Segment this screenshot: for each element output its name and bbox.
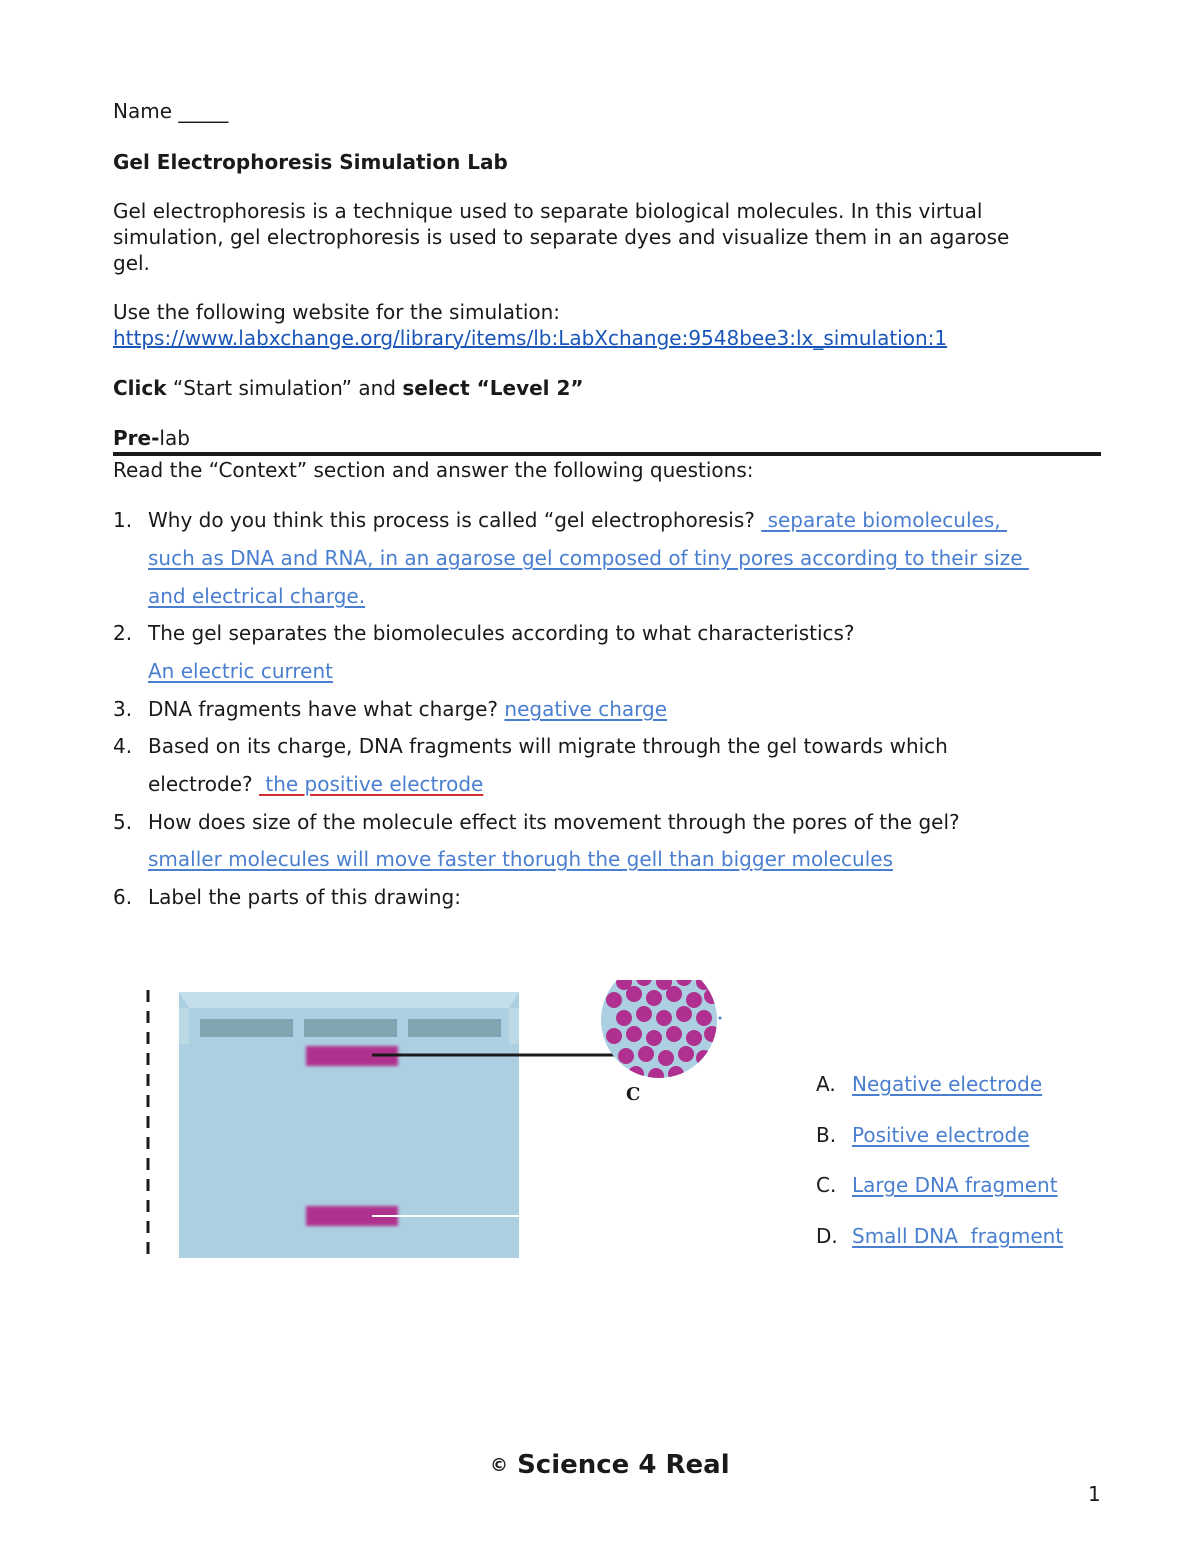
website-label: Use the following website for the simulation: — [113, 300, 561, 324]
question-1 — [148, 508, 1007, 532]
question-number: 2. — [113, 621, 133, 645]
gel-side-edge — [509, 1008, 519, 1044]
gel-well — [408, 1019, 501, 1037]
question-number: 5. — [113, 810, 133, 834]
intro-line-2: simulation, gel electrophoresis is used to separate dyes and visualize them in an agarose — [113, 225, 1010, 249]
question-3 — [148, 697, 667, 721]
question-number: 1. — [113, 508, 133, 532]
question-text: Why do you think this process is called “gel electrophoresis? — [148, 508, 755, 532]
gel-diagram-svg — [140, 980, 740, 1270]
question-text: The gel separates the biomolecules according to what characteristics? — [148, 621, 855, 645]
question-text: How does size of the molecule effect its movement through the pores of the gel? — [148, 810, 960, 834]
answer-field[interactable]: and electrical charge. — [148, 584, 366, 608]
gel-side-edge — [179, 1008, 189, 1044]
page-title: Gel Electrophoresis Simulation Lab — [113, 150, 508, 174]
prelab-heading — [113, 426, 190, 450]
question-number: 6. — [113, 885, 133, 909]
instruction-click: Click — [113, 376, 167, 400]
answer-field[interactable]: the positive electrode — [259, 772, 484, 796]
brand-name: Science 4 Real — [517, 1450, 730, 1480]
gel-well — [200, 1019, 293, 1037]
question-number: 3. — [113, 697, 133, 721]
answer-field[interactable]: smaller molecules will move faster thorugh the gell than bigger molecules — [148, 847, 893, 871]
label-letter: D. — [816, 1224, 838, 1248]
instruction-line — [113, 376, 584, 400]
instruction-start: “Start simulation” and — [166, 376, 403, 400]
label-answer-b[interactable]: Positive electrode — [852, 1123, 1030, 1147]
intro-line-3: gel. — [113, 251, 150, 275]
label-answer-c[interactable]: Large DNA fragment — [852, 1173, 1058, 1197]
callout-label-c: C — [626, 1084, 641, 1105]
name-label: Name — [113, 99, 173, 123]
question-text: Based on its charge, DNA fragments will migrate through the gel towards which — [148, 734, 948, 758]
answer-field[interactable]: separate biomolecules, — [761, 508, 1007, 532]
website-link[interactable]: https://www.labxchange.org/library/items/lb:LabXchange:9548bee3:lx_simulation:1 — [113, 326, 948, 350]
page-number: 1 — [1088, 1482, 1101, 1506]
label-letter: B. — [816, 1123, 837, 1147]
prelab-pre: Pre- — [113, 426, 160, 450]
copyright-icon: © — [490, 1455, 508, 1476]
magnifier-dot — [719, 1017, 722, 1020]
gel-diagram — [140, 980, 740, 1275]
question-4-line-2 — [148, 772, 483, 796]
label-answer-a[interactable]: Negative electrode — [852, 1072, 1043, 1096]
answer-field[interactable]: An electric current — [148, 659, 333, 683]
question-number: 4. — [113, 734, 133, 758]
answer-field[interactable]: such as DNA and RNA, in an agarose gel composed of tiny pores according to their size — [148, 546, 1029, 570]
prelab-lab: lab — [159, 426, 190, 450]
name-line — [113, 99, 228, 123]
prelab-instructions: Read the “Context” section and answer the following questions: — [113, 458, 754, 482]
instruction-select: select “Level 2” — [402, 376, 584, 400]
gel-pore-magnifier — [600, 980, 720, 1084]
question-text: electrode? — [148, 772, 253, 796]
footer-brand — [490, 1450, 730, 1480]
question-text: DNA fragments have what charge? — [148, 697, 499, 721]
label-letter: A. — [816, 1072, 836, 1096]
gel-top-edge — [179, 992, 519, 1008]
answer-field[interactable]: negative charge — [504, 697, 668, 721]
name-blank[interactable]: _____ — [178, 99, 229, 123]
label-answer-d[interactable]: Small DNA fragment — [852, 1224, 1064, 1248]
gel-well — [304, 1019, 397, 1037]
label-letter: C. — [816, 1173, 837, 1197]
section-divider — [113, 452, 1101, 456]
intro-line-1: Gel electrophoresis is a technique used to separate biological molecules. In this virtual — [113, 199, 983, 223]
question-text: Label the parts of this drawing: — [148, 885, 461, 909]
